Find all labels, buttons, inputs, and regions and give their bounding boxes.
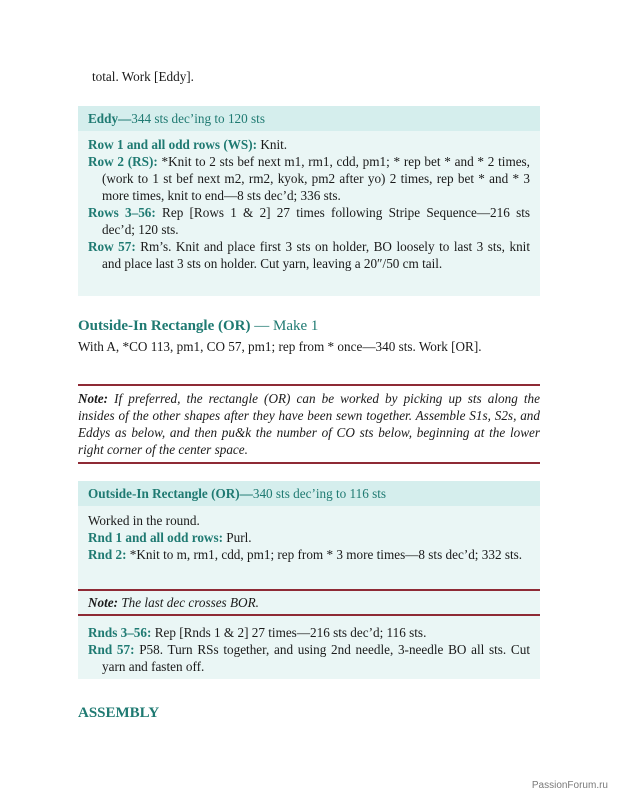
eddy-header-rest: 344 sts dec’ing to 120 sts [131,111,265,126]
or-section-heading [78,317,318,335]
row-label: Row 57: [88,239,136,254]
or-section-title: Outside-In Rectangle (OR) [78,318,251,334]
or-box-rows-2 [78,624,530,675]
assembly-heading: ASSEMBLY [78,705,160,721]
eddy-row-1 [78,136,530,153]
row-text: Rep [Rnds 1 & 2] 27 times—216 sts dec’d; 116 sts. [151,625,427,640]
or-note-top-rule [78,589,540,591]
or-box-header [78,481,540,506]
row-text: Knit. [257,137,288,152]
row-text: Rm’s. Knit and place first 3 sts on holder, BO loosely to last 3 sts, knit and place last 3 sts on holder. Cut yarn, leaving a 20″/50 cm tail. [102,239,530,271]
row-label: Rnds 3–56: [88,625,152,640]
or-box-rows [78,506,540,563]
note-bottom-rule [78,462,540,464]
row-label: Rnd 57: [88,642,135,657]
eddy-row-3 [78,204,530,238]
eddy-header [78,106,540,131]
or-section-suffix: — Make 1 [250,318,319,334]
row-label: Row 1 and all odd rows (WS): [88,137,258,152]
row-label: Rnd 2: [88,547,127,562]
or-box-header-rest: 340 sts dec’ing to 116 sts [252,486,387,501]
note-preferred [78,390,540,458]
note-text: If preferred, the rectangle (OR) can be worked by picking up sts along the insides of the other shapes after they have been sewn together. Assemble S1s, S2s, and Eddys as below, and then pu&k the number of CO sts below, beginning at the lower right corner of the center space. [78,391,540,457]
row-text: Purl. [222,530,252,545]
or-note-bottom-rule [78,614,540,616]
or-box-header-title: Outside-In Rectangle (OR)— [88,486,253,501]
eddy-row-4 [78,238,530,272]
note-label: Note: [88,595,119,610]
eddy-box [78,106,540,296]
or-rnd-2 [78,546,530,563]
or-rnd-3 [78,624,530,641]
row-label: Rows 3–56: [88,205,156,220]
or-rnd-1 [78,529,530,546]
note-top-rule [78,384,540,386]
eddy-row-2 [78,153,530,204]
row-text: *Knit to m, rm1, cdd, pm1; rep from * 3 more times—8 sts dec’d; 332 sts. [126,547,523,562]
or-box-intro: Worked in the round. [88,513,200,528]
row-label: Rnd 1 and all odd rows: [88,530,223,545]
row-text: P58. Turn RSs together, and using 2nd needle, 3-needle BO all sts. Cut yarn and fasten off. [102,642,530,674]
or-note [88,594,259,611]
row-text: Rep [Rows 1 & 2] 27 times following Stripe Sequence—216 sts dec’d; 120 sts. [102,205,531,237]
note-label: Note: [78,391,109,406]
or-section-text: With A, *CO 113, pm1, CO 57, pm1; rep from * once—340 sts. Work [OR]. [78,339,482,354]
row-text: *Knit to 2 sts bef next m1, rm1, cdd, pm1; * rep bet * and * 2 times, (work to 1 st bef next m2, rm2, kyok, pm2 after yo) 2 times, rep bet * and * 3 more times, knit to end—8 sts dec’d; 336 sts. [102,154,530,203]
or-rnd-57 [78,641,530,675]
eddy-rows [78,131,540,272]
eddy-header-title: Eddy— [88,111,132,126]
note-text: The last dec crosses BOR. [118,595,259,610]
watermark: PassionForum.ru [531,780,608,791]
row-label: Row 2 (RS): [88,154,158,169]
continued-text: total. Work [Eddy]. [92,69,194,84]
